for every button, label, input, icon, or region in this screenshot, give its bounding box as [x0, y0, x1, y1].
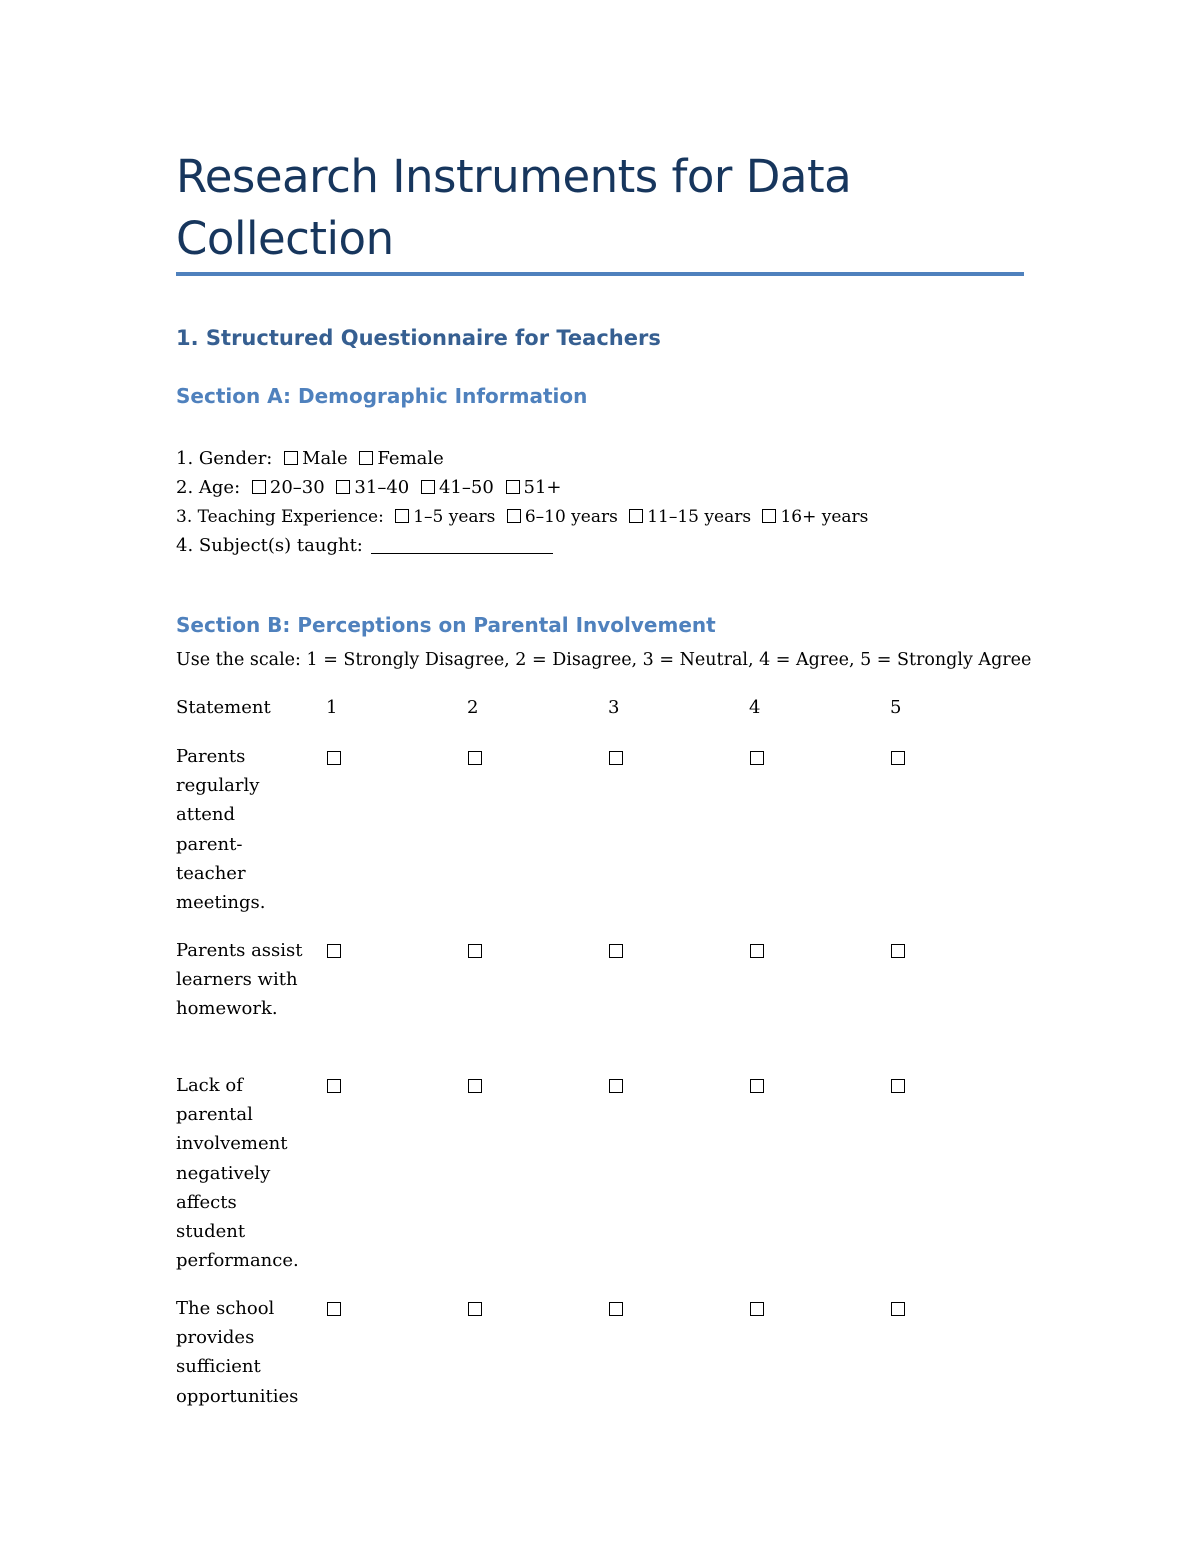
- experience-16-plus-checkbox[interactable]: [762, 509, 776, 523]
- row-3-rating-2-checkbox[interactable]: [468, 1079, 482, 1093]
- experience-label: 3. Teaching Experience:: [176, 507, 384, 527]
- statement-row-2: Parents assist learners with homework.: [176, 940, 303, 1020]
- statement-row-4: The school provides sufficient opportunities: [176, 1298, 299, 1407]
- scale-note: Use the scale: 1 = Strongly Disagree, 2 = Disagree, 3 = Neutral, 4 = Agree, 5 = Strongly Agree: [176, 650, 1032, 670]
- subject-input[interactable]: [371, 535, 553, 554]
- age-label: 2. Age:: [176, 477, 241, 498]
- experience-option-label: 11–15 years: [647, 507, 752, 527]
- table-header-4: 4: [749, 697, 761, 718]
- row-3-rating-3-checkbox[interactable]: [609, 1079, 623, 1093]
- row-4-rating-2-checkbox[interactable]: [468, 1302, 482, 1316]
- age-question: [176, 477, 562, 499]
- age-20-30-checkbox[interactable]: [252, 480, 266, 494]
- row-4-rating-1-checkbox[interactable]: [327, 1302, 341, 1316]
- subject-label: 4. Subject(s) taught:: [176, 535, 363, 556]
- row-1-rating-2-checkbox[interactable]: [468, 751, 482, 765]
- age-51-plus-checkbox[interactable]: [506, 480, 520, 494]
- age-option-label: 31–40: [354, 477, 410, 498]
- row-1-rating-5-checkbox[interactable]: [891, 751, 905, 765]
- row-1-rating-1-checkbox[interactable]: [327, 751, 341, 765]
- row-2-rating-3-checkbox[interactable]: [609, 944, 623, 958]
- title-underline: [176, 272, 1024, 276]
- section-b-heading: Section B: Perceptions on Parental Involvement: [176, 613, 716, 637]
- experience-option-label: 1–5 years: [413, 507, 496, 527]
- statement-row-3: Lack of parental involvement negatively affects student performance.: [176, 1075, 299, 1272]
- row-3-rating-5-checkbox[interactable]: [891, 1079, 905, 1093]
- gender-male-label: Male: [302, 448, 348, 469]
- row-2-rating-4-checkbox[interactable]: [750, 944, 764, 958]
- table-header-1: 1: [326, 697, 338, 718]
- gender-question: [176, 448, 444, 470]
- row-2-rating-2-checkbox[interactable]: [468, 944, 482, 958]
- row-1-rating-4-checkbox[interactable]: [750, 751, 764, 765]
- table-header-statement: Statement: [176, 697, 271, 718]
- row-1-rating-3-checkbox[interactable]: [609, 751, 623, 765]
- table-header-3: 3: [608, 697, 620, 718]
- row-2-rating-5-checkbox[interactable]: [891, 944, 905, 958]
- age-option-label: 20–30: [269, 477, 325, 498]
- gender-female-label: Female: [377, 448, 444, 469]
- subject-question: [176, 535, 553, 557]
- row-4-rating-5-checkbox[interactable]: [891, 1302, 905, 1316]
- section-a-heading: Section A: Demographic Information: [176, 384, 588, 408]
- document-title: Research Instruments for Data Collection: [176, 150, 852, 265]
- row-3-rating-4-checkbox[interactable]: [750, 1079, 764, 1093]
- statement-row-1: Parents regularly attend parent-teacher meetings.: [176, 746, 266, 914]
- row-4-rating-4-checkbox[interactable]: [750, 1302, 764, 1316]
- row-3-rating-1-checkbox[interactable]: [327, 1079, 341, 1093]
- age-option-label: 51+: [523, 477, 562, 498]
- age-option-label: 41–50: [438, 477, 494, 498]
- experience-option-label: 16+ years: [780, 507, 869, 527]
- age-41-50-checkbox[interactable]: [421, 480, 435, 494]
- table-header-5: 5: [890, 697, 902, 718]
- row-4-rating-3-checkbox[interactable]: [609, 1302, 623, 1316]
- experience-option-label: 6–10 years: [524, 507, 618, 527]
- experience-1-5-checkbox[interactable]: [395, 509, 409, 523]
- questionnaire-heading: 1. Structured Questionnaire for Teachers: [176, 326, 661, 350]
- gender-female-checkbox[interactable]: [359, 451, 373, 465]
- age-31-40-checkbox[interactable]: [336, 480, 350, 494]
- experience-11-15-checkbox[interactable]: [629, 509, 643, 523]
- gender-label: 1. Gender:: [176, 448, 273, 469]
- experience-6-10-checkbox[interactable]: [507, 509, 521, 523]
- experience-question: [176, 506, 868, 528]
- row-2-rating-1-checkbox[interactable]: [327, 944, 341, 958]
- table-header-2: 2: [467, 697, 479, 718]
- gender-male-checkbox[interactable]: [284, 451, 298, 465]
